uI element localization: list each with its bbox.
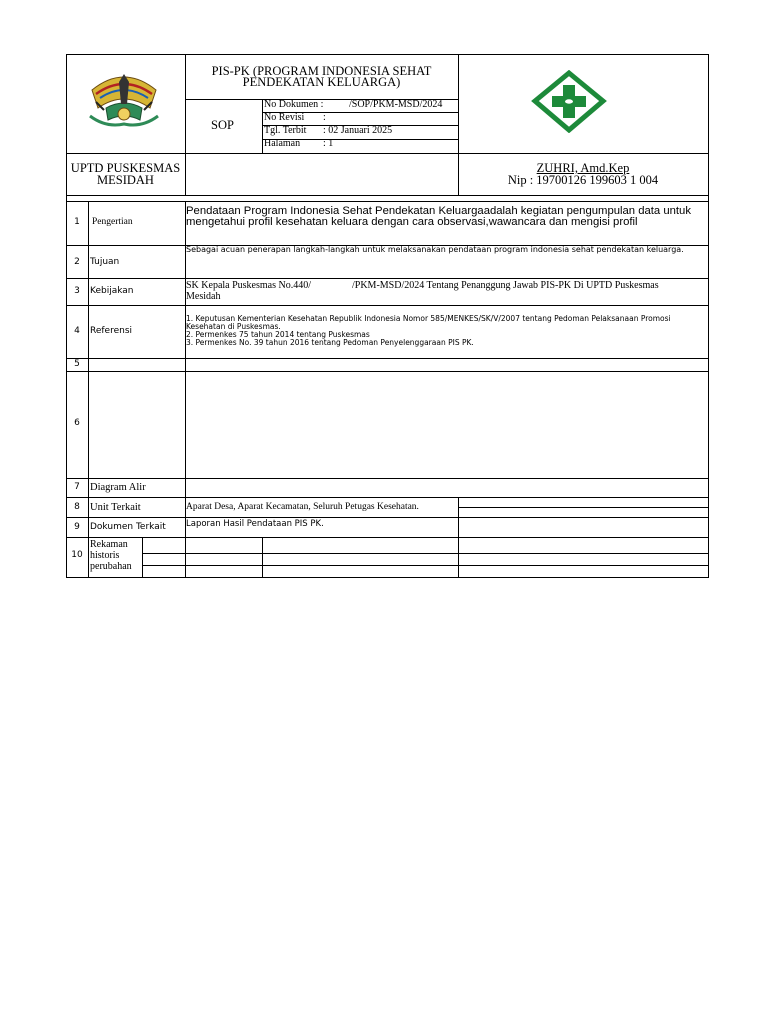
health-ministry-logo bbox=[531, 70, 607, 133]
content-referensi-1: 1. Keputusan Kementerian Kesehatan Republik Indonesia Nomor 585/MENKES/SK/V/2007 tentang Pedoman Pelaksanaan Promosi Kesehatan di Puskesmas. bbox=[186, 314, 671, 331]
row-line-10b bbox=[142, 565, 709, 566]
content-kebijakan-b: /PKM-MSD/2024 Tentang Penanggung Jawab PIS-PK Di UPTD Puskesmas bbox=[352, 280, 659, 291]
organization-name-line1: UPTD PUSKESMAS bbox=[70, 161, 181, 175]
signer-name: ZUHRI, Amd.Kep bbox=[536, 161, 630, 175]
label-diagram-alir: Diagram Alir bbox=[90, 482, 146, 493]
content-referensi-2: 2. Permenkes 75 tahun 2014 tentang Puskesmas bbox=[186, 330, 370, 339]
label-tujuan: Tujuan bbox=[90, 257, 120, 267]
row-line-5 bbox=[66, 371, 709, 372]
row-number: 4 bbox=[74, 326, 80, 336]
row-number: 2 bbox=[74, 257, 80, 267]
issue-date-label: Tgl. Terbit bbox=[264, 125, 307, 136]
history-col-a bbox=[142, 537, 143, 578]
content-referensi-3: 3. Permenkes No. 39 tahun 2016 tentang Pedoman Penyelenggaraan PIS PK. bbox=[186, 338, 474, 347]
row-number: 1 bbox=[74, 217, 80, 227]
page-value: : 1 bbox=[323, 138, 334, 149]
row-line-10a bbox=[142, 553, 709, 554]
regional-government-logo bbox=[86, 68, 162, 130]
label-rekaman-1: Rekaman bbox=[90, 539, 128, 550]
content-unit-terkait: Aparat Desa, Aparat Kecamatan, Seluruh Petugas Kesehatan. bbox=[186, 502, 419, 512]
label-rekaman-2: historis bbox=[90, 550, 120, 561]
row-number: 3 bbox=[74, 286, 80, 296]
header-mid-line bbox=[66, 153, 709, 154]
content-tujuan: Sebagai acuan penerapan langkah-langkah untuk melaksanakan pendataan program indonesia sehat pendekatan keluarga. bbox=[186, 245, 684, 254]
label-kebijakan: Kebijakan bbox=[90, 286, 134, 296]
header-bottom-line-2 bbox=[66, 201, 709, 202]
label-rekaman-3: perubahan bbox=[90, 561, 132, 572]
label-pengertian: Pengertian bbox=[92, 217, 133, 227]
row-line-3 bbox=[66, 305, 709, 306]
content-kebijakan-c: Mesidah bbox=[186, 291, 221, 302]
row-line-7b bbox=[458, 507, 709, 508]
page-label: Halaman bbox=[264, 138, 301, 149]
row-number: 8 bbox=[74, 502, 80, 512]
revision-label: No Revisi bbox=[264, 112, 305, 123]
sop-title-line1: PIS-PK (PROGRAM INDONESIA SEHAT bbox=[211, 64, 432, 78]
sop-label: SOP bbox=[211, 118, 234, 132]
label-unit-terkait: Unit Terkait bbox=[90, 502, 141, 513]
row-number: 10 bbox=[71, 550, 83, 560]
history-col-b bbox=[262, 537, 263, 578]
doc-number-value: /SOP/PKM-MSD/2024 bbox=[349, 99, 443, 110]
issue-date-value: : 02 Januari 2025 bbox=[323, 125, 393, 136]
row-line-6 bbox=[66, 478, 709, 479]
header-bottom-line-1 bbox=[66, 195, 709, 196]
body-col-number bbox=[88, 201, 89, 578]
row-number: 5 bbox=[74, 359, 80, 369]
row-line-7 bbox=[66, 497, 709, 498]
signer-nip: Nip : 19700126 199603 1 004 bbox=[507, 173, 659, 187]
row-number: 6 bbox=[74, 418, 80, 428]
label-referensi: Referensi bbox=[90, 326, 133, 336]
docinfo-divider bbox=[262, 99, 263, 153]
content-dokumen-terkait: Laporan Hasil Pendataan PIS PK. bbox=[186, 519, 324, 529]
content-pengertian: Pendataan Program Indonesia Sehat Pendekatan Keluargaadalah kegiatan pengumpulan data untuk mengetahui profil kesehatan keluara dengan cara observasi,wawancara dan mengisi profil bbox=[186, 205, 691, 228]
organization-name-line2: MESIDAH bbox=[97, 173, 154, 187]
row-line-9 bbox=[66, 537, 709, 538]
row-line-2 bbox=[66, 278, 709, 279]
row-number: 7 bbox=[74, 482, 80, 492]
revision-value: : bbox=[323, 112, 326, 123]
row-line-8 bbox=[66, 517, 709, 518]
content-kebijakan-a: SK Kepala Puskesmas No.440/ bbox=[186, 280, 311, 291]
doc-number-label: No Dokumen : bbox=[264, 99, 324, 110]
row-number: 9 bbox=[74, 522, 80, 532]
sop-title-line2: PENDEKATAN KELUARGA) bbox=[242, 75, 401, 89]
row-line-4 bbox=[66, 358, 709, 359]
label-dokumen-terkait: Dokumen Terkait bbox=[90, 522, 166, 532]
